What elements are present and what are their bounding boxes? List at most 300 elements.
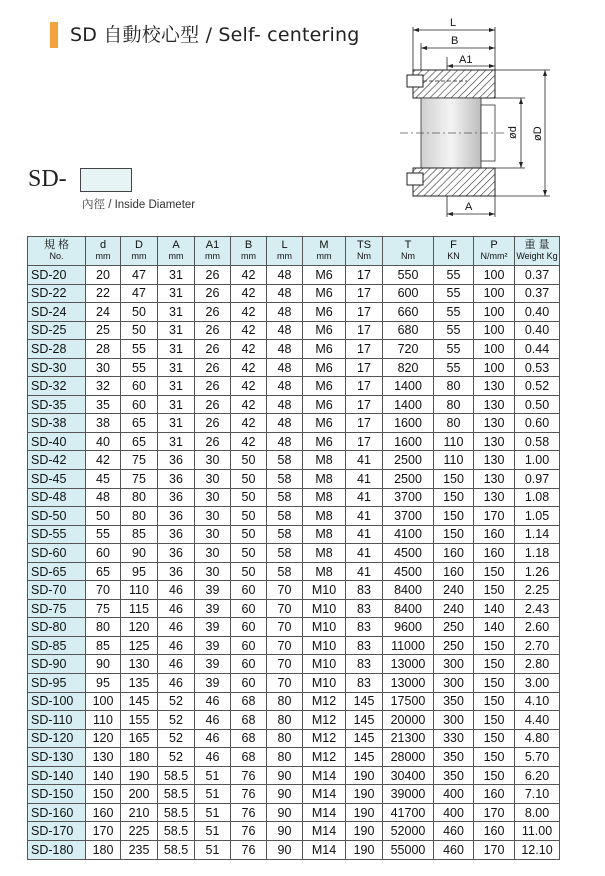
table-cell: 80 [121, 488, 158, 507]
table-cell: 1.00 [515, 451, 560, 470]
model-cell: SD-45 [28, 470, 86, 489]
table-cell: 20000 [383, 711, 434, 730]
table-row [28, 432, 560, 451]
column-header [28, 237, 86, 266]
model-cell: SD-95 [28, 674, 86, 693]
table-cell: M10 [303, 655, 346, 674]
table-cell: 240 [434, 581, 474, 600]
table-cell: M8 [303, 488, 346, 507]
table-cell: M10 [303, 674, 346, 693]
screw-head-bottom [407, 173, 423, 185]
table-cell: M6 [303, 377, 346, 396]
table-cell: 135 [121, 674, 158, 693]
table-cell: 46 [195, 711, 231, 730]
table-cell: 31 [158, 266, 195, 285]
model-cell: SD-80 [28, 618, 86, 637]
table-cell: 2.70 [515, 636, 560, 655]
table-cell: 4500 [383, 544, 434, 563]
table-cell: 42 [231, 303, 267, 322]
model-cell: SD-22 [28, 284, 86, 303]
model-cell: SD-170 [28, 822, 86, 841]
column-symbol: A1 [205, 239, 220, 251]
table-cell: 22 [86, 284, 121, 303]
table-cell: M10 [303, 581, 346, 600]
column-unit: mm [241, 251, 256, 261]
table-cell: 100 [474, 358, 515, 377]
table-cell: 150 [474, 581, 515, 600]
model-cell: SD-75 [28, 599, 86, 618]
table-cell: 30 [195, 470, 231, 489]
arrow-icon [447, 64, 453, 68]
model-cell: SD-110 [28, 711, 86, 730]
table-cell: 460 [434, 822, 474, 841]
hatched-section-bottom [413, 168, 495, 196]
table-cell: 40 [86, 432, 121, 451]
table-cell: 110 [434, 451, 474, 470]
table-cell: 50 [86, 507, 121, 526]
table-cell: 51 [195, 840, 231, 859]
table-cell: 70 [267, 618, 303, 637]
column-symbol: M [319, 239, 329, 251]
table-cell: 39 [195, 599, 231, 618]
table-cell: 0.37 [515, 284, 560, 303]
table-cell: 55 [434, 321, 474, 340]
table-row [28, 674, 560, 693]
table-row [28, 636, 560, 655]
table-cell: 46 [195, 692, 231, 711]
table-row [28, 581, 560, 600]
table-cell: 58.5 [158, 766, 195, 785]
table-cell: M6 [303, 358, 346, 377]
table-cell: 90 [267, 822, 303, 841]
table-cell: 160 [86, 803, 121, 822]
table-cell: 46 [158, 674, 195, 693]
table-cell: 76 [231, 803, 267, 822]
table-cell: 46 [195, 729, 231, 748]
table-cell: 70 [267, 581, 303, 600]
table-cell: 150 [474, 748, 515, 767]
column-header [86, 237, 121, 266]
table-cell: 1.08 [515, 488, 560, 507]
table-cell: 60 [231, 674, 267, 693]
table-cell: 32 [86, 377, 121, 396]
table-row [28, 655, 560, 674]
table-cell: 720 [383, 340, 434, 359]
table-cell: 36 [158, 525, 195, 544]
model-cell: SD-28 [28, 340, 86, 359]
table-cell: 50 [231, 488, 267, 507]
table-cell: 30 [195, 544, 231, 563]
column-symbol: D [135, 239, 143, 251]
table-cell: 145 [346, 692, 383, 711]
table-row [28, 451, 560, 470]
column-symbol: d [99, 239, 107, 251]
table-cell: 130 [474, 488, 515, 507]
table-cell: 3700 [383, 488, 434, 507]
table-cell: 48 [267, 321, 303, 340]
table-cell: 1400 [383, 377, 434, 396]
table-cell: M8 [303, 451, 346, 470]
table-cell: 100 [474, 284, 515, 303]
table-cell: 50 [121, 321, 158, 340]
label-d: ød [507, 126, 519, 139]
table-row [28, 340, 560, 359]
column-header [303, 237, 346, 266]
table-row [28, 840, 560, 859]
table-cell: 58.5 [158, 785, 195, 804]
table-cell: 160 [474, 544, 515, 563]
model-cell: SD-40 [28, 432, 86, 451]
table-cell: M8 [303, 525, 346, 544]
column-symbol: B [244, 239, 253, 251]
arrow-icon [519, 98, 523, 104]
table-cell: 60 [231, 636, 267, 655]
table-cell: 30 [195, 562, 231, 581]
table-cell: 150 [434, 488, 474, 507]
table-cell: 31 [158, 303, 195, 322]
table-cell: 60 [86, 544, 121, 563]
table-cell: 26 [195, 377, 231, 396]
table-cell: 48 [267, 284, 303, 303]
table-cell: 55 [434, 284, 474, 303]
table-cell: 60 [121, 395, 158, 414]
table-cell: 68 [231, 748, 267, 767]
column-header [434, 237, 474, 266]
table-cell: 26 [195, 395, 231, 414]
table-row [28, 358, 560, 377]
table-cell: 60 [231, 599, 267, 618]
table-cell: 90 [267, 840, 303, 859]
table-cell: 83 [346, 655, 383, 674]
table-cell: 55 [434, 358, 474, 377]
table-cell: 2.25 [515, 581, 560, 600]
table-cell: 48 [267, 340, 303, 359]
table-cell: M6 [303, 266, 346, 285]
table-cell: 31 [158, 395, 195, 414]
table-cell: 50 [231, 525, 267, 544]
table-cell: 9600 [383, 618, 434, 637]
column-unit: mm [131, 251, 147, 261]
table-cell: 36 [158, 562, 195, 581]
table-cell: M14 [303, 803, 346, 822]
table-cell: 145 [346, 748, 383, 767]
table-cell: 76 [231, 766, 267, 785]
table-cell: 46 [158, 655, 195, 674]
table-cell: 83 [346, 618, 383, 637]
column-symbol: 重 量 [524, 239, 550, 251]
table-cell: M8 [303, 470, 346, 489]
table-cell: 150 [474, 711, 515, 730]
table-row [28, 729, 560, 748]
table-cell: 400 [434, 803, 474, 822]
table-row [28, 525, 560, 544]
table-cell: 41 [346, 544, 383, 563]
model-cell: SD-130 [28, 748, 86, 767]
table-cell: 50 [121, 303, 158, 322]
arrow-icon [489, 64, 495, 68]
table-row [28, 284, 560, 303]
table-cell: 190 [121, 766, 158, 785]
column-symbol: L [281, 239, 288, 251]
table-row [28, 618, 560, 637]
table-cell: 42 [231, 432, 267, 451]
table-cell: 11000 [383, 636, 434, 655]
table-row [28, 377, 560, 396]
table-cell: 50 [231, 507, 267, 526]
table-cell: 42 [231, 284, 267, 303]
table-row [28, 395, 560, 414]
model-cell: SD-140 [28, 766, 86, 785]
table-cell: 51 [195, 785, 231, 804]
table-cell: 350 [434, 692, 474, 711]
table-cell: 160 [474, 822, 515, 841]
table-cell: 2.80 [515, 655, 560, 674]
table-cell: 4.10 [515, 692, 560, 711]
table-cell: 95 [86, 674, 121, 693]
table-cell: 12.10 [515, 840, 560, 859]
inside-diameter-box [80, 168, 132, 192]
model-cell: SD-42 [28, 451, 86, 470]
table-cell: M6 [303, 321, 346, 340]
table-cell: 80 [434, 395, 474, 414]
table-cell: 80 [434, 377, 474, 396]
table-row [28, 785, 560, 804]
table-cell: M12 [303, 729, 346, 748]
table-cell: 76 [231, 840, 267, 859]
table-cell: 52000 [383, 822, 434, 841]
table-cell: 45 [86, 470, 121, 489]
table-cell: 130 [474, 395, 515, 414]
column-header [383, 237, 434, 266]
table-cell: 130 [474, 451, 515, 470]
table-cell: M8 [303, 562, 346, 581]
table-cell: 58.5 [158, 803, 195, 822]
inside-diameter-caption: 內徑 / Inside Diameter [82, 199, 196, 211]
table-row [28, 599, 560, 618]
column-header [515, 237, 560, 266]
table-cell: 31 [158, 284, 195, 303]
table-cell: 60 [231, 581, 267, 600]
table-cell: 150 [474, 655, 515, 674]
table-cell: 30 [195, 525, 231, 544]
column-header [121, 237, 158, 266]
table-cell: 68 [231, 711, 267, 730]
table-cell: 120 [86, 729, 121, 748]
label-A1: A1 [459, 54, 473, 66]
table-cell: 39000 [383, 785, 434, 804]
model-cell: SD-20 [28, 266, 86, 285]
table-cell: 36 [158, 451, 195, 470]
table-cell: 58 [267, 470, 303, 489]
table-cell: 48 [267, 377, 303, 396]
table-cell: 75 [86, 599, 121, 618]
table-cell: 39 [195, 618, 231, 637]
table-cell: 55 [434, 303, 474, 322]
table-cell: 130 [474, 470, 515, 489]
arrow-icon [543, 70, 547, 76]
table-cell: 80 [267, 692, 303, 711]
table-cell: 17 [346, 321, 383, 340]
table-row [28, 562, 560, 581]
table-cell: 55000 [383, 840, 434, 859]
table-cell: 130 [86, 748, 121, 767]
table-cell: 180 [86, 840, 121, 859]
table-cell: 0.40 [515, 303, 560, 322]
table-cell: 55 [86, 525, 121, 544]
table-cell: 1.18 [515, 544, 560, 563]
table-cell: 200 [121, 785, 158, 804]
table-cell: M6 [303, 414, 346, 433]
table-cell: 8.00 [515, 803, 560, 822]
table-row [28, 303, 560, 322]
table-cell: 3700 [383, 507, 434, 526]
table-cell: 52 [158, 711, 195, 730]
arrow-icon [489, 28, 495, 32]
table-cell: 42 [231, 377, 267, 396]
model-cell: SD-50 [28, 507, 86, 526]
table-cell: 31 [158, 321, 195, 340]
table-cell: 85 [86, 636, 121, 655]
table-cell: 250 [434, 618, 474, 637]
table-cell: 8400 [383, 581, 434, 600]
title-accent-bar [50, 22, 58, 48]
arrow-icon [447, 212, 453, 216]
table-cell: 150 [86, 785, 121, 804]
arrow-icon [519, 162, 523, 168]
table-cell: 300 [434, 674, 474, 693]
table-cell: 42 [231, 414, 267, 433]
model-cell: SD-85 [28, 636, 86, 655]
table-cell: M8 [303, 544, 346, 563]
table-cell: 4.80 [515, 729, 560, 748]
table-cell: 13000 [383, 655, 434, 674]
table-cell: 5.70 [515, 748, 560, 767]
table-cell: 4.40 [515, 711, 560, 730]
table-cell: 26 [195, 340, 231, 359]
table-cell: 48 [267, 266, 303, 285]
table-cell: 80 [267, 729, 303, 748]
column-unit: Nm [357, 251, 371, 261]
table-cell: 52 [158, 748, 195, 767]
table-cell: 51 [195, 803, 231, 822]
table-cell: 60 [231, 618, 267, 637]
table-row [28, 488, 560, 507]
table-cell: 46 [158, 599, 195, 618]
table-cell: 42 [231, 340, 267, 359]
table-cell: 42 [86, 451, 121, 470]
table-cell: 42 [231, 266, 267, 285]
table-cell: 2500 [383, 451, 434, 470]
table-cell: 70 [267, 655, 303, 674]
table-cell: 330 [434, 729, 474, 748]
table-cell: M6 [303, 303, 346, 322]
column-unit: Nm [401, 251, 415, 261]
model-cell: SD-60 [28, 544, 86, 563]
column-unit: mm [205, 251, 220, 261]
table-cell: 26 [195, 432, 231, 451]
table-cell: 26 [195, 321, 231, 340]
table-cell: 65 [121, 432, 158, 451]
table-cell: 48 [267, 432, 303, 451]
table-cell: 58.5 [158, 840, 195, 859]
table-cell: 17 [346, 358, 383, 377]
table-cell: 145 [346, 711, 383, 730]
table-cell: 17 [346, 432, 383, 451]
column-unit: mm [168, 251, 184, 261]
table-cell: 170 [474, 507, 515, 526]
table-cell: 100 [474, 321, 515, 340]
table-cell: M6 [303, 432, 346, 451]
table-cell: 150 [434, 507, 474, 526]
table-cell: 150 [474, 562, 515, 581]
table-cell: 31 [158, 358, 195, 377]
table-cell: 155 [121, 711, 158, 730]
table-cell: 180 [121, 748, 158, 767]
table-cell: 55 [121, 358, 158, 377]
table-cell: 60 [121, 377, 158, 396]
label-A: A [465, 201, 473, 213]
table-cell: M10 [303, 636, 346, 655]
model-cell: SD-65 [28, 562, 86, 581]
table-cell: 41 [346, 562, 383, 581]
column-symbol: P [490, 239, 498, 251]
table-cell: 58 [267, 451, 303, 470]
arrow-icon [543, 190, 547, 196]
table-cell: M14 [303, 840, 346, 859]
model-cell: SD-25 [28, 321, 86, 340]
table-row [28, 822, 560, 841]
arrow-icon [413, 28, 419, 32]
table-cell: 55 [434, 266, 474, 285]
model-cell: SD-90 [28, 655, 86, 674]
table-cell: 1600 [383, 414, 434, 433]
arrow-icon [489, 212, 495, 216]
table-cell: 46 [195, 748, 231, 767]
table-cell: 30400 [383, 766, 434, 785]
table-cell: 60 [231, 655, 267, 674]
table-cell: 42 [231, 358, 267, 377]
model-cell: SD-30 [28, 358, 86, 377]
table-cell: 95 [121, 562, 158, 581]
model-cell: SD-24 [28, 303, 86, 322]
table-cell: 400 [434, 785, 474, 804]
table-row [28, 266, 560, 285]
table-cell: 70 [267, 636, 303, 655]
table-cell: 1.05 [515, 507, 560, 526]
table-cell: 31 [158, 414, 195, 433]
table-cell: 600 [383, 284, 434, 303]
table-cell: 0.58 [515, 432, 560, 451]
table-cell: 52 [158, 692, 195, 711]
table-cell: 58 [267, 525, 303, 544]
table-cell: 0.52 [515, 377, 560, 396]
table-cell: 150 [434, 525, 474, 544]
table-cell: 25 [86, 321, 121, 340]
table-cell: 350 [434, 766, 474, 785]
table-cell: 50 [231, 544, 267, 563]
column-symbol: TS [356, 239, 372, 251]
table-cell: 47 [121, 266, 158, 285]
table-row [28, 711, 560, 730]
table-cell: 130 [474, 432, 515, 451]
table-cell: 190 [346, 822, 383, 841]
table-cell: 39 [195, 655, 231, 674]
column-unit: No. [49, 251, 64, 261]
table-cell: 170 [474, 803, 515, 822]
table-cell: 55 [121, 340, 158, 359]
table-cell: 13000 [383, 674, 434, 693]
table-cell: 26 [195, 284, 231, 303]
